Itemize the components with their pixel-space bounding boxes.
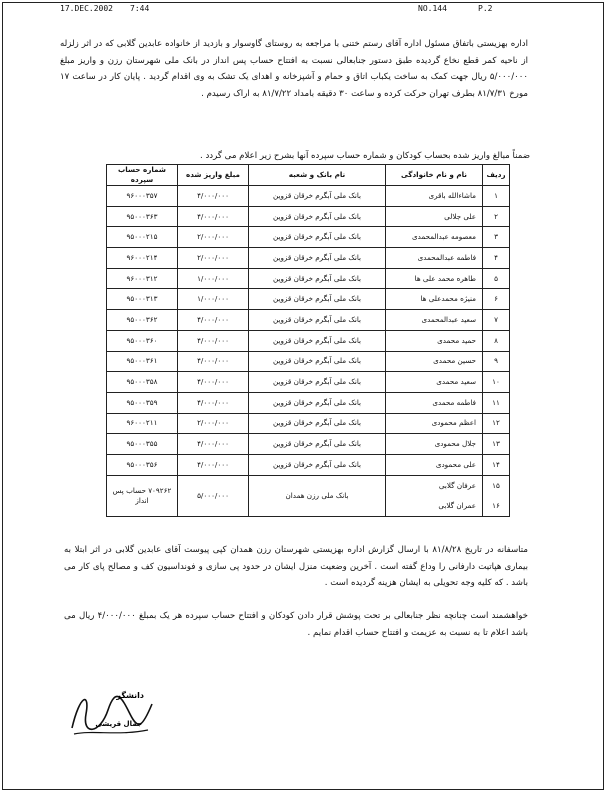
row-number: ۶ [483,289,510,310]
row-bank: بانک ملی آبگرم خرقان قزوین [249,268,386,289]
row-name: منیژه محمدعلی ها [386,289,483,310]
row-bank: بانک ملی آبگرم خرقان قزوین [249,310,386,331]
row-name: سعید عبدالمحمدی [386,310,483,331]
row-number-pair [483,475,510,516]
table-header-row [107,165,510,186]
table-row [107,392,510,413]
header-account: شماره حساب سپرده [107,165,178,186]
row-account: ۹۵۰۰۰۳۵۶ [107,454,178,475]
row-number-pair-line-2: ۱۶ [492,500,500,510]
row-number: ۱۲ [483,413,510,434]
row-name: حمید محمدی [386,330,483,351]
signature-scribble [60,684,160,742]
table-body [107,186,510,517]
row-amount: ۴/۰۰۰/۰۰۰ [178,454,249,475]
row-amount: ۴/۰۰۰/۰۰۰ [178,392,249,413]
row-account: ۹۵۰۰۰۲۱۵ [107,227,178,248]
row-name-pair [386,475,483,516]
row-amount: ۴/۰۰۰/۰۰۰ [178,434,249,455]
row-name: حسین محمدی [386,351,483,372]
row-number: ۳ [483,227,510,248]
row-name: فاطمه عبدالمحمدی [386,248,483,269]
row-name: علی محمودی [386,454,483,475]
table-row [107,227,510,248]
row-account: ۹۵۰۰۰۳۵۸ [107,372,178,393]
row-amount: ۲/۰۰۰/۰۰۰ [178,227,249,248]
table-row [107,186,510,207]
header-bank: نام بانک و شعبه [249,165,386,186]
row-bank: بانک ملی آبگرم خرقان قزوین [249,186,386,207]
row-number: ۱ [483,186,510,207]
row-number: ۴ [483,248,510,269]
row-amount: ۵/۰۰۰/۰۰۰ [178,475,249,516]
row-number-pair-line-1: ۱۵ [492,480,500,490]
table-row [107,434,510,455]
row-bank: بانک ملی آبگرم خرقان قزوین [249,413,386,434]
row-bank: بانک ملی آبگرم خرقان قزوین [249,372,386,393]
row-number: ۱۱ [483,392,510,413]
row-name: معصومه عبدالمحمدی [386,227,483,248]
row-account: ۹۵۰۰۰۳۶۲ [107,310,178,331]
row-name-pair-line-1: عرفان گلابی [438,480,476,490]
row-amount: ۱/۰۰۰/۰۰۰ [178,268,249,289]
row-number: ۲ [483,206,510,227]
row-account: ۹۵۰۰۰۳۶۱ [107,351,178,372]
row-bank: بانک ملی آبگرم خرقان قزوین [249,351,386,372]
fax-time: 7:44 [130,4,150,13]
row-amount: ۴/۰۰۰/۰۰۰ [178,206,249,227]
row-account: ۹۶۰۰۰۲۱۱ [107,413,178,434]
table-row [107,372,510,393]
fax-page: P.2 [478,4,493,13]
row-bank: بانک ملی آبگرم خرقان قزوین [249,330,386,351]
row-account: ۹۶۰۰۰۳۱۲ [107,268,178,289]
fax-number: NO.144 [418,4,447,13]
row-name: اعظم محمودی [386,413,483,434]
row-bank: بانک ملی رزن همدان [249,475,386,516]
row-name: فاطمه محمدی [386,392,483,413]
header-amount: مبلغ واریز شده [178,165,249,186]
header-name: نام و نام خانوادگی [386,165,483,186]
row-number: ۸ [483,330,510,351]
table-row [107,310,510,331]
row-bank: بانک ملی آبگرم خرقان قزوین [249,206,386,227]
table-row [107,248,510,269]
row-number: ۵ [483,268,510,289]
row-name: سعید محمدی [386,372,483,393]
row-bank: بانک ملی آبگرم خرقان قزوین [249,434,386,455]
row-amount: ۱/۰۰۰/۰۰۰ [178,289,249,310]
row-amount: ۴/۰۰۰/۰۰۰ [178,310,249,331]
row-number: ۹ [483,351,510,372]
row-account: ۹۶۰۰۰۳۵۷ [107,186,178,207]
row-account: ۷۰۹۲۶۲ حساب پس انداز [107,475,178,516]
row-bank: بانک ملی آبگرم خرقان قزوین [249,392,386,413]
table-row [107,413,510,434]
table-row [107,206,510,227]
row-amount: ۴/۰۰۰/۰۰۰ [178,330,249,351]
row-account: ۹۶۰۰۰۲۱۴ [107,248,178,269]
fax-date: 17.DEC.2002 [60,4,113,13]
row-name: علی جلالی [386,206,483,227]
table-row-combined [107,475,510,516]
fax-header [0,4,606,18]
report-paragraph-1: اداره بهزیستی باتفاق مسئول اداره آقای رستم ختنی با مراجعه به روستای گاوسوار و بازدید از خانواده عابدین گلابی که در اثر زلزله از ناحیه کمر قطع نخاع گردیده طبق دستور جنابعالی نسبت به افتتاح حساب پس انداز در بانک ملی شهرستان رزن و واریز مبلغ ۵/۰۰۰/۰۰۰ ریال جهت کمک به ساخت یکباب اتاق و حمام و آشپزخانه و اهدای یک تشک به وی اقدام گردید . پایان کار در ساعت ۱۷ مورخ ۸۱/۷/۳۱ بطرف تهران حرکت کرده و ساعت ۳۰ دقیقه بامداد ۸۱/۷/۲۲ به اراک رسیدم . [60,39,528,99]
signature-title: دانشگر [116,691,144,700]
row-bank: بانک ملی آبگرم خرقان قزوین [249,248,386,269]
row-amount: ۴/۰۰۰/۰۰۰ [178,372,249,393]
signature [60,684,160,742]
row-amount: ۲/۰۰۰/۰۰۰ [178,413,249,434]
row-amount: ۴/۰۰۰/۰۰۰ [178,186,249,207]
row-number: ۱۴ [483,454,510,475]
row-name: جلال محمودی [386,434,483,455]
table-row [107,454,510,475]
row-account: ۹۵۰۰۰۳۵۹ [107,392,178,413]
row-number: ۱۰ [483,372,510,393]
table-row [107,351,510,372]
row-name: طاهره محمد علی ها [386,268,483,289]
row-amount: ۴/۰۰۰/۰۰۰ [178,351,249,372]
row-account: ۹۵۰۰۰۳۶۰ [107,330,178,351]
row-bank: بانک ملی آبگرم خرقان قزوین [249,454,386,475]
row-bank: بانک ملی آبگرم خرقان قزوین [249,289,386,310]
row-name-pair-line-2: عمران گلابی [438,500,476,510]
row-account: ۹۵۰۰۰۳۱۳ [107,289,178,310]
signature-name: جمال قریشی [95,720,142,728]
row-amount: ۲/۰۰۰/۰۰۰ [178,248,249,269]
deposit-table [106,164,510,517]
table-row [107,330,510,351]
row-name: ماشاءالله باقری [386,186,483,207]
row-bank: بانک ملی آبگرم خرقان قزوین [249,227,386,248]
row-number: ۱۳ [483,434,510,455]
table-row [107,268,510,289]
report-paragraph-3: خواهشمند است چنانچه نظر جنابعالی بر تحت پوشش قرار دادن کودکان و افتتاح حساب سپرده هر یک بمبلغ ۴/۰۰۰/۰۰۰ ریال می باشد اعلام تا به نسبت به عزیمت و افتتاح حساب اقدام نمایم . [64,611,528,638]
row-number: ۷ [483,310,510,331]
row-account: ۹۵۰۰۰۳۵۵ [107,434,178,455]
header-row-number: ردیف [483,165,510,186]
row-account: ۹۵۰۰۰۳۶۳ [107,206,178,227]
report-paragraph-2: متاسفانه در تاریخ ۸۱/۸/۲۸ با ارسال گزارش اداره بهزیستی شهرستان رزن همدان کپی پیوست آقای عابدین گلابی در اثر ابتلا به بیماری هپاتیت دارفانی را وداع گفته است . آخرین وضعیت منزل ایشان در حدود پی سازی و فونداسیون کف و مصالح پای کار می باشد . که کلیه وجه تحویلی به ایشان هزینه گردیده است . [64,545,528,589]
table-row [107,289,510,310]
table-intro: ضمناً مبالغ واریز شده بحساب کودکان و شماره حساب سپرده آنها بشرح زیر اعلام می گردد . [200,151,530,161]
